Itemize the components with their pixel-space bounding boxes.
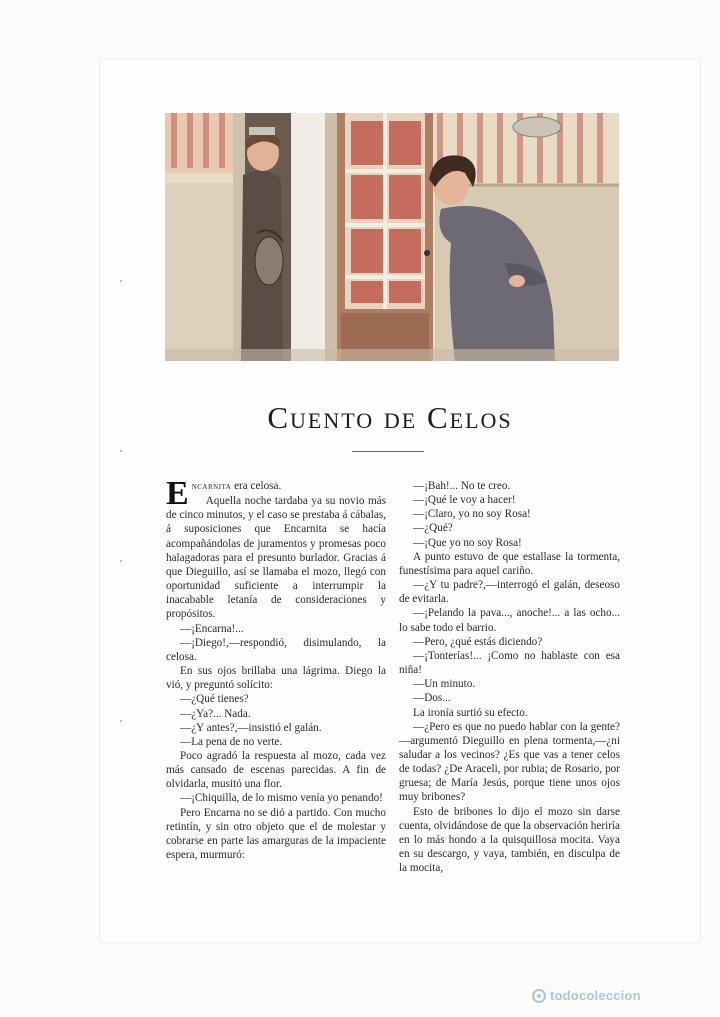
paragraph: La ironía surtió su efecto. [413,706,528,719]
margin-marks [120,280,124,720]
paragraph: —¡Chiquilla, de lo mismo venía yo penando! [180,792,383,805]
paragraph: —¡Claro, yo no soy Rosa! [413,508,531,521]
first-word: ncarnita [191,481,232,492]
paragraph: Pero Encarna no se dió a partido. Con mucho retintín, y sin otro objeto que el de molestar y cobrarse en parte las amarguras de la impaciente espera, murmuró: [166,806,386,862]
paragraph: En sus ojos brillaba una lágrima. Diego la vió, y preguntó solícito: [166,665,386,692]
article-title: Cuento de Celos [267,400,513,435]
paragraph: —¿Y tu padre?,—interrogó el galán, deseoso de evitarla. [399,579,620,606]
paragraph: —¿Qué? [413,522,453,535]
illustration [165,113,619,361]
paragraph: —¡Diego!,—respondió, disimulando, la celosa. [166,636,386,663]
illustration-art [165,113,619,361]
paragraph: —¿Pero es que no puedo hablar con la gente?—argumentó Dieguillo en plena tormenta,—¿ni saludar a los vecinos? ¿Es que vas a tener celos de todas? ¿De Araceli, por rubia; de Rosario, por gruesa; de María Jesús, porque tiene unos ojos muy bribones? [399,720,620,804]
paragraph: A punto estuvo de que estallase la tormenta, funestísima para aquel cariño. [399,550,620,577]
paragraph: —La pena de no verte. [180,735,283,748]
paragraph: Esto de bribones lo dijo el mozo sin darse cuenta, olvidándose de que la observación heriría en lo más hondo a la quisquillosa mocita. Vaya en su descargo, y vaya, también, en disculpa de la mocita, [399,805,620,875]
drop-cap: E [166,475,189,512]
paragraph-opening [166,475,386,512]
paragraph: —¡Pelando la pava..., anoche!... a las ocho... lo sabe todo el barrio. [399,607,620,634]
paragraph: Aquella noche tardaba ya su novio más de cinco minutos, y el caso se prestaba á cábalas, á suposiciones que Encarnita se hacía acompañándolas de juramentos y promesas poco halagadoras para el presunto burlador. Gracias á que Dieguillo, así se llamaba el mozo, llegó con oportunidad suficiente a interrumpir la inacabable letanía de consideraciones y propósitos. [166,495,386,621]
paragraph: —Un minuto. [413,678,476,691]
paragraph: —¿Ya?... Nada. [180,707,251,720]
watermark-text: todocoleccion [550,988,641,1003]
paragraph: —¡Encarna!... [180,622,244,635]
watermark [532,988,641,1003]
paragraph: —¡Que yo no soy Rosa! [413,536,522,549]
paragraph: —¿Y antes?,—insistió el galán. [180,721,322,734]
paragraph: —Dos... [413,692,451,705]
right-column [399,479,620,875]
paragraph: —Pero, ¿qué estás diciendo? [413,635,543,648]
opening-rest: era celosa. [231,480,282,492]
paragraph: —¿Qué tienes? [180,693,249,706]
left-column [166,475,386,862]
watermark-logo-icon [532,989,546,1003]
title-divider [352,451,424,452]
paragraph: Poco agradó la respuesta al mozo, cada vez más cansado de escenas parecidas. A fin de olvidarla, musitó una flor. [166,749,386,791]
paragraph: —¡Tonterías!... ¡Como no hablaste con esa niña! [399,649,620,677]
paragraph: —¡Qué le voy a hacer! [413,494,516,507]
paragraph: —¡Bah!... No te creo. [413,480,511,492]
